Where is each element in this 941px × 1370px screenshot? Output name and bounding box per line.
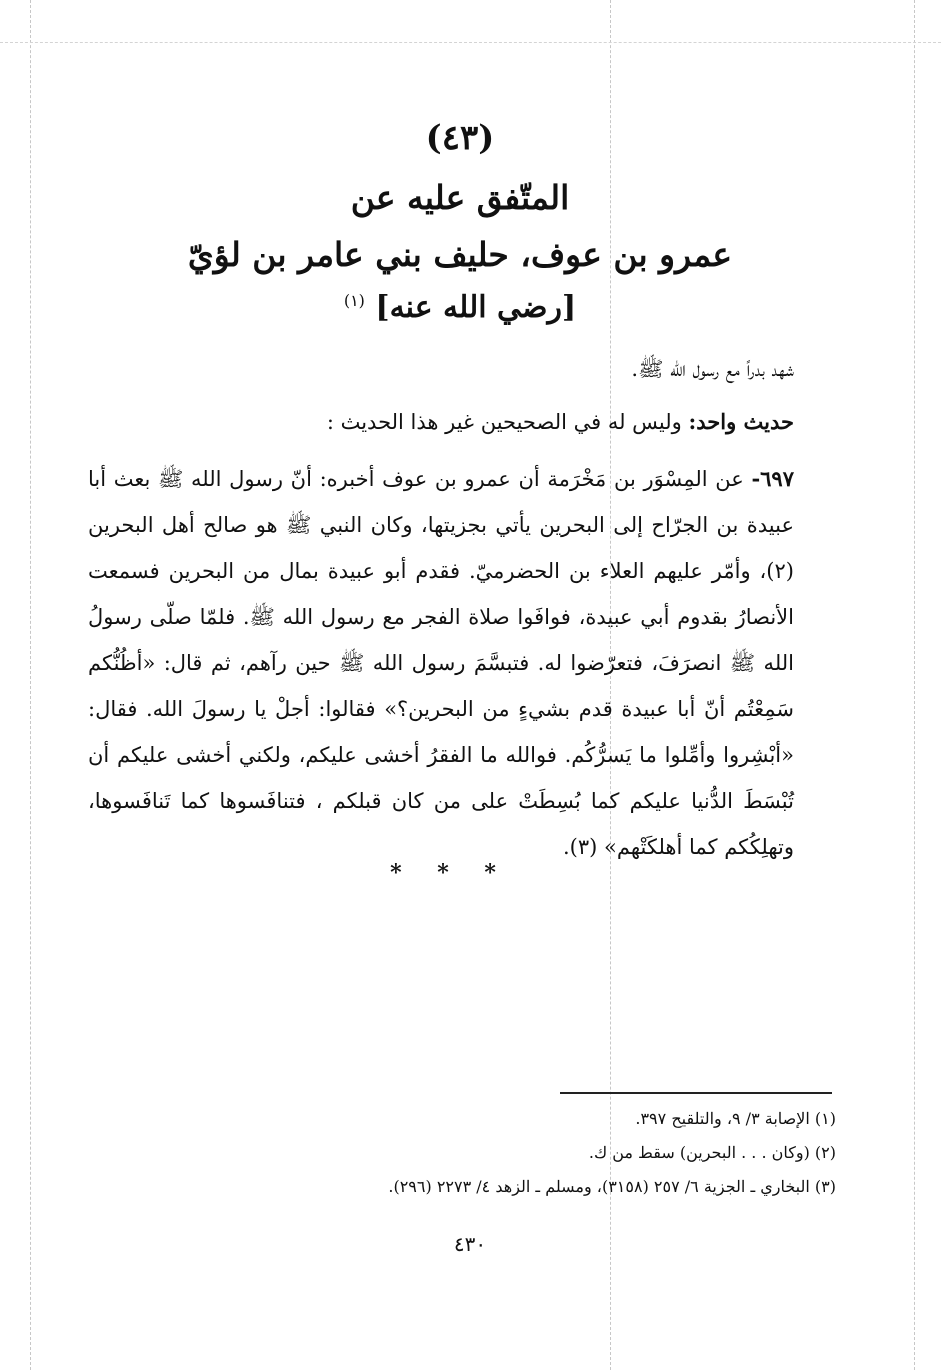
footnote-1: (١) الإصابة ٣/ ٩، والتلقيح ٣٩٧. — [635, 1109, 836, 1128]
chapter-title-line-1: المتّفق عليه عن — [350, 178, 570, 217]
footnote-3: (٣) البخاري ـ الجزية ٦/ ٢٥٧ (٣١٥٨)، ومسلم ـ الزهد ٤/ ٢٢٧٣ (٢٩٦). — [388, 1177, 836, 1196]
page-number: ٤٣٠ — [453, 1232, 487, 1256]
footnotes — [150, 1102, 836, 1204]
footnote-divider — [560, 1092, 832, 1094]
scan-guide-left — [30, 0, 31, 1370]
scan-guide-top — [0, 42, 941, 43]
intro-line-2 — [88, 399, 794, 445]
intro-text: وليس له في الصحيحين غير هذا الحديث : — [326, 410, 689, 434]
chapter-title-line-3 — [90, 290, 830, 325]
section-separator: * * * — [390, 860, 510, 886]
hadith-number: ٦٩٧- — [751, 466, 794, 491]
scan-guide-right — [914, 0, 915, 1370]
intro-label: حديث واحد: — [688, 409, 794, 434]
chapter-title-honorific: [رضي الله عنه] — [375, 290, 577, 325]
hadith-text: عن المِسْوَر بن مَخْرَمة أن عمرو بن عوف أخبره: أنّ رسول الله ﷺ بعث أبا عبيدة بن الجرّاح إلى البحرين يأتي بجزيتها، وكان النبي ﷺ هو صالح أهل البحرين (٢)، وأمّر عليهم العلاء بن الحضرميّ. فقدم أبو عبيدة بمال من البحرين فسمعت الأنصارُ بقدوم أبي عبيدة، فوافَوا صلاة الفجر مع رسول الله ﷺ. فلمّا صلّى رسولُ الله ﷺ انصرَفَ، فتعرّضوا له. فتبسَّمَ رسول الله ﷺ حين رآهم، ثم قال: «أظُنُّكم سَمِعْتُم أنّ أبا عبيدة قدم بشيءٍ من البحرين؟» فقالوا: أجلْ يا رسولَ الله. فقال: «أبْشِروا وأمِّلوا ما يَسرُّكُم. فوالله ما الفقرُ أخشى عليكم، ولكني أخشى عليكم أن تُبْسَطَ الدُّنيا عليكم كما بُسِطَتْ على من كان قبلكم ، فتنافَسوها كما تَنافَسوها، وتهلِكُكم كما أهلكَتْهم» (٣). — [88, 467, 794, 859]
title-footnote-ref: (١) — [343, 291, 365, 310]
chapter-title-line-2: عمرو بن عوف، حليف بني عامر بن لؤيّ — [187, 235, 733, 274]
chapter-number: (٤٣) — [425, 118, 495, 158]
hadith-paragraph — [88, 456, 794, 870]
intro-line-1: شهد بدراً مع رسول الله ﷺ. — [631, 357, 794, 381]
footnote-2: (٢) (وكان . . . البحرين) سقط من ك. — [588, 1143, 836, 1162]
